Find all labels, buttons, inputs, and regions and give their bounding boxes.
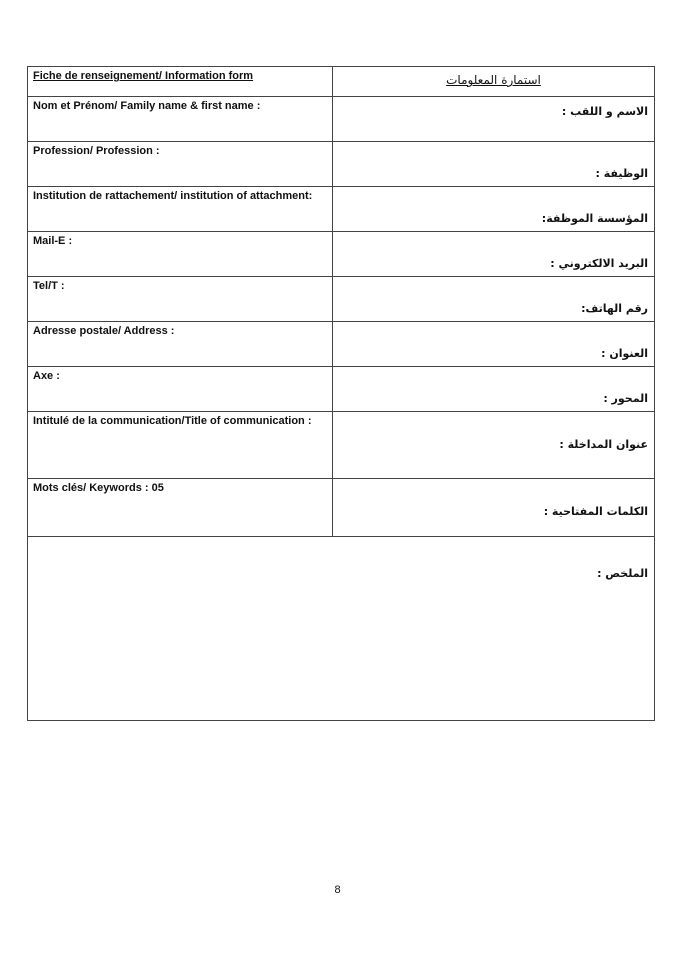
title-field-fr[interactable] xyxy=(28,412,333,479)
title-label-fr: Intitulé de la communication/Title of communication : xyxy=(33,415,312,427)
form-row-phone xyxy=(28,277,655,322)
phone-field-ar[interactable] xyxy=(333,277,655,322)
profession-label-ar: الوظيفة : xyxy=(595,167,648,180)
address-field-ar[interactable] xyxy=(333,322,655,367)
axis-label-fr: Axe : xyxy=(33,370,60,382)
address-field-fr[interactable] xyxy=(28,322,333,367)
form-row-profession xyxy=(28,142,655,187)
institution-field-fr[interactable] xyxy=(28,187,333,232)
address-label-ar: العنوان : xyxy=(601,347,648,360)
phone-label-ar: رقم الهاتف: xyxy=(581,302,648,315)
profession-label-fr: Profession/ Profession : xyxy=(33,145,160,157)
axis-field-ar[interactable] xyxy=(333,367,655,412)
institution-label-fr: Institution de rattachement/ institution of attachment: xyxy=(33,190,313,202)
phone-field-fr[interactable] xyxy=(28,277,333,322)
form-row-institution xyxy=(28,187,655,232)
form-row-axis xyxy=(28,367,655,412)
email-label-fr: Mail-E : xyxy=(33,235,73,247)
form-row-address xyxy=(28,322,655,367)
keywords-label-ar: الكلمات المفتاحية : xyxy=(543,505,648,518)
name-field-ar[interactable] xyxy=(333,97,655,142)
email-label-ar: البريد الالكتروني : xyxy=(550,257,648,270)
axis-label-ar: المحور : xyxy=(603,392,648,405)
profession-field-ar[interactable] xyxy=(333,142,655,187)
name-field-fr[interactable] xyxy=(28,97,333,142)
title-label-ar: عنوان المداخلة : xyxy=(559,438,648,451)
information-form-table xyxy=(27,66,655,721)
phone-label-fr: Tel/T : xyxy=(33,280,65,292)
form-row-email xyxy=(28,232,655,277)
form-title-ar: استمارة المعلومات xyxy=(446,73,541,87)
profession-field-fr[interactable] xyxy=(28,142,333,187)
title-field-ar[interactable] xyxy=(333,412,655,479)
name-label-ar: الاسم و اللقب : xyxy=(561,105,648,118)
form-title-fr-cell xyxy=(28,67,333,97)
abstract-field[interactable] xyxy=(28,537,655,721)
keywords-label-fr: Mots clés/ Keywords : 05 xyxy=(33,482,164,494)
form-row-name xyxy=(28,97,655,142)
form-row-title xyxy=(28,412,655,479)
form-title-fr: Fiche de renseignement/ Information form xyxy=(33,70,254,82)
institution-field-ar[interactable] xyxy=(333,187,655,232)
form-title-ar-cell xyxy=(333,67,655,97)
keywords-field-ar[interactable] xyxy=(333,479,655,537)
axis-field-fr[interactable] xyxy=(28,367,333,412)
form-row-keywords xyxy=(28,479,655,537)
address-label-fr: Adresse postale/ Address : xyxy=(33,325,175,337)
email-field-fr[interactable] xyxy=(28,232,333,277)
institution-label-ar: المؤسسة الموظفة: xyxy=(541,212,648,225)
email-field-ar[interactable] xyxy=(333,232,655,277)
form-header-row xyxy=(28,67,655,97)
name-label-fr: Nom et Prénom/ Family name & first name : xyxy=(33,100,261,112)
abstract-label-ar: الملخص : xyxy=(597,567,648,580)
page-number: 8 xyxy=(334,884,341,896)
keywords-field-fr[interactable] xyxy=(28,479,333,537)
form-row-abstract xyxy=(28,537,655,721)
